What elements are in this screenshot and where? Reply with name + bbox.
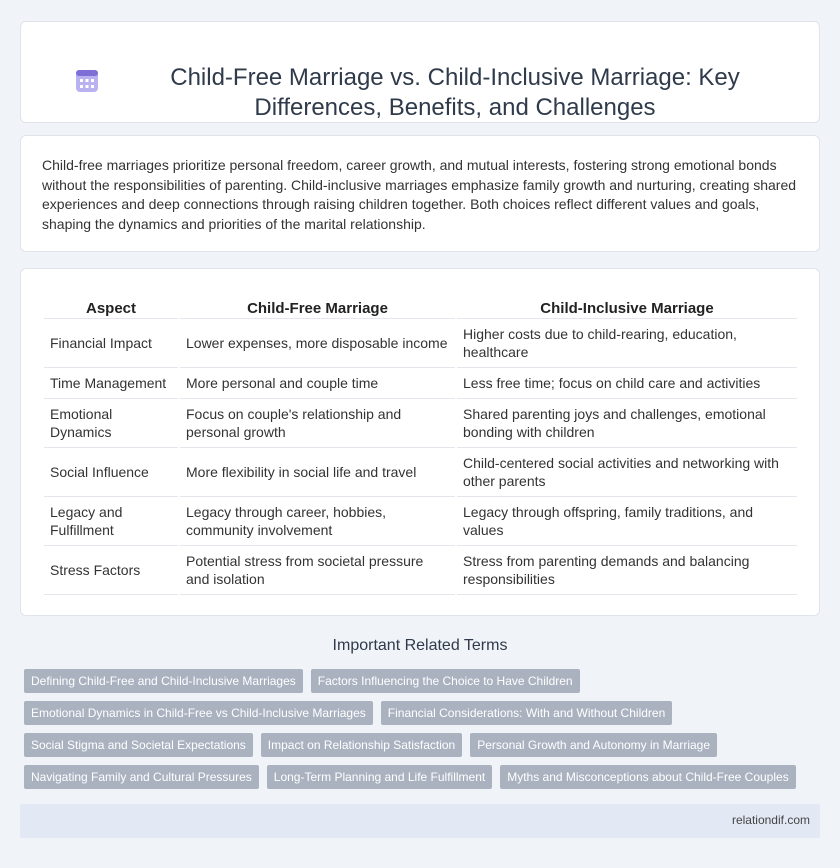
table-cell-child-inclusive: Higher costs due to child-rearing, education, healthcare xyxy=(457,319,797,368)
page-title: Child-Free Marriage vs. Child-Inclusive Marriage: Key Differences, Benefits, and Challenges xyxy=(170,64,740,121)
calendar-icon xyxy=(75,69,99,93)
tag-row xyxy=(24,701,824,725)
footer-bar xyxy=(20,804,820,838)
related-term-tag[interactable]: Factors Influencing the Choice to Have Children xyxy=(311,669,580,693)
table-cell-child-free: More flexibility in social life and travel xyxy=(180,448,455,497)
tag-row xyxy=(24,733,824,757)
header-child-inclusive: Child-Inclusive Marriage xyxy=(457,296,797,319)
table-cell-aspect: Emotional Dynamics xyxy=(44,399,178,448)
tag-row xyxy=(24,765,824,789)
table-cell-aspect: Social Influence xyxy=(44,448,178,497)
related-term-tag[interactable]: Social Stigma and Societal Expectations xyxy=(24,733,253,757)
table-cell-child-free: Lower expenses, more disposable income xyxy=(180,319,455,368)
table-cell-aspect: Legacy and Fulfillment xyxy=(44,497,178,546)
related-terms-tags xyxy=(24,669,824,797)
table-cell-child-inclusive: Legacy through offspring, family traditions, and values xyxy=(457,497,797,546)
table-row xyxy=(44,319,797,368)
table-cell-child-free: More personal and couple time xyxy=(180,368,455,399)
table-cell-child-free: Focus on couple's relationship and personal growth xyxy=(180,399,455,448)
related-term-tag[interactable]: Navigating Family and Cultural Pressures xyxy=(24,765,259,789)
table-cell-aspect: Stress Factors xyxy=(44,546,178,595)
table-cell-aspect: Financial Impact xyxy=(44,319,178,368)
table-row xyxy=(44,497,797,546)
related-terms-title: Important Related Terms xyxy=(332,637,508,654)
table-cell-child-free: Legacy through career, hobbies, community involvement xyxy=(180,497,455,546)
table-cell-child-free: Potential stress from societal pressure and isolation xyxy=(180,546,455,595)
table-row xyxy=(44,399,797,448)
table-cell-child-inclusive: Shared parenting joys and challenges, emotional bonding with children xyxy=(457,399,797,448)
related-term-tag[interactable]: Impact on Relationship Satisfaction xyxy=(261,733,462,757)
related-term-tag[interactable]: Long-Term Planning and Life Fulfillment xyxy=(267,765,492,789)
intro-paragraph: Child-free marriages prioritize personal freedom, career growth, and mutual interests, fostering strong emotional bonds without the responsibilities of parenting. Child-inclusive marriages emphasize family growth and nurturing, creating shared experiences and deep connections through raising children together. Both choices reflect different values and goals, shaping the dynamics and priorities of the marital relationship. xyxy=(42,157,797,232)
related-term-tag[interactable]: Personal Growth and Autonomy in Marriage xyxy=(470,733,717,757)
related-term-tag[interactable]: Defining Child-Free and Child-Inclusive Marriages xyxy=(24,669,303,693)
table-cell-child-inclusive: Stress from parenting demands and balancing responsibilities xyxy=(457,546,797,595)
header-child-free: Child-Free Marriage xyxy=(180,296,455,319)
table-row xyxy=(44,368,797,399)
title-card xyxy=(20,21,820,123)
table-row xyxy=(44,448,797,497)
table-row xyxy=(44,546,797,595)
related-term-tag[interactable]: Myths and Misconceptions about Child-Free Couples xyxy=(500,765,795,789)
table-header-row xyxy=(44,296,797,319)
related-term-tag[interactable]: Emotional Dynamics in Child-Free vs Child-Inclusive Marriages xyxy=(24,701,373,725)
comparison-table xyxy=(42,296,799,595)
related-term-tag[interactable]: Financial Considerations: With and Without Children xyxy=(381,701,672,725)
tag-row xyxy=(24,669,824,693)
intro-card xyxy=(20,135,820,252)
table-cell-child-inclusive: Less free time; focus on child care and activities xyxy=(457,368,797,399)
header-aspect: Aspect xyxy=(44,296,178,319)
table-cell-child-inclusive: Child-centered social activities and networking with other parents xyxy=(457,448,797,497)
comparison-card xyxy=(20,268,820,616)
footer-site-link[interactable]: relationdif.com xyxy=(731,813,810,827)
table-cell-aspect: Time Management xyxy=(44,368,178,399)
